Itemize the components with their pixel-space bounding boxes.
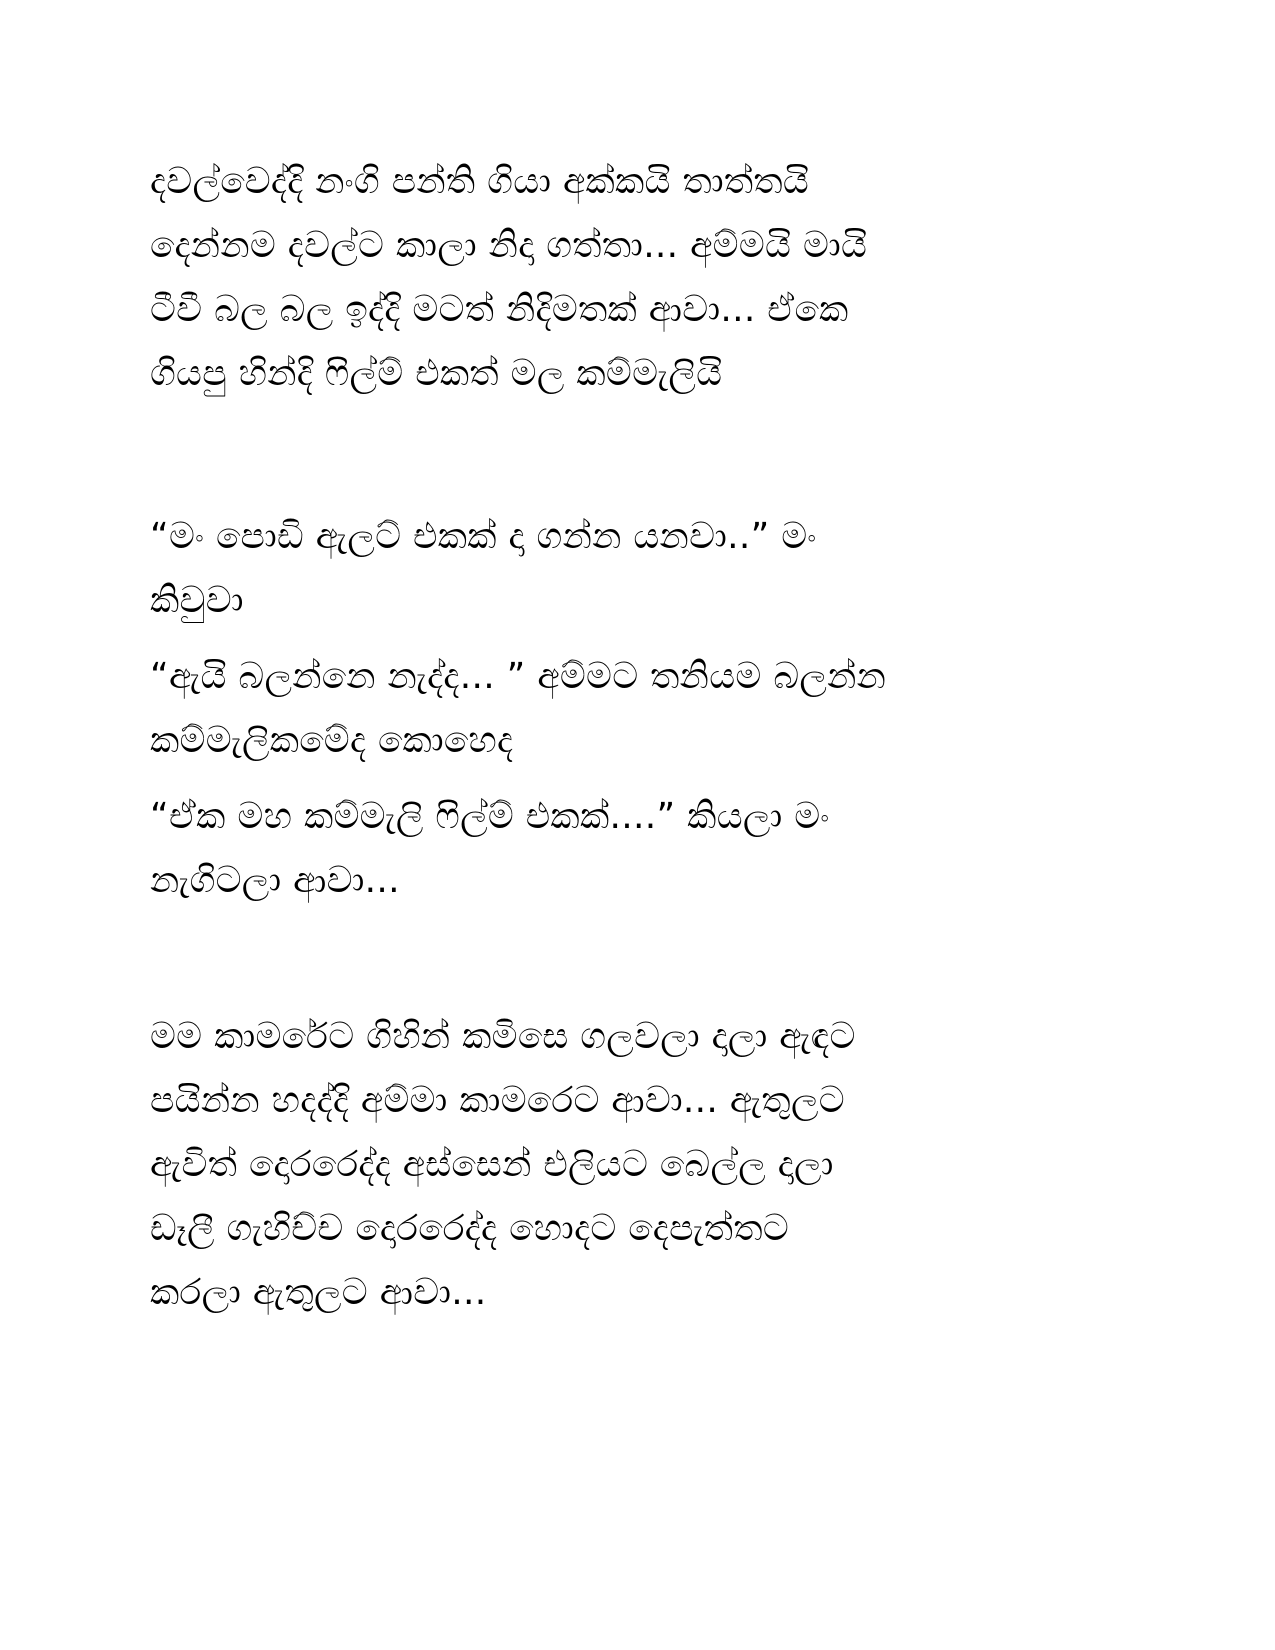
paragraph-4 (150, 785, 1110, 913)
paragraph-line: “මං පොඩි ඇලට් එකක් දා ගන්න යනවා..” මං (150, 516, 817, 557)
paragraph-2 (150, 505, 1110, 633)
paragraph-1 (150, 150, 1110, 406)
paragraph-line: ඇවිත් දොරරෙද්ද අස්සෙන් එලියට බෙල්ල දාලා (150, 1144, 834, 1185)
paragraph-line: කිවුවා (150, 580, 244, 621)
paragraph-line: “ඇයි බලන්නෙ නැද්ද... ” අම්මට තනියම බලන්න (150, 656, 887, 697)
paragraph-line: පයින්න හදද්දි අම්මා කාමරෙට ආවා... ඇතුලට (150, 1080, 845, 1121)
paragraph-line: දෙන්නම දවල්ට කාලා නිදා ගත්තා... අම්මයි මායි (150, 225, 868, 266)
paragraph-line: ඩෑලී ගැහිච්ච දොරරෙද්ද හොදට දෙපැත්තට (150, 1208, 790, 1249)
paragraph-line: නැගිටලා ආවා... (150, 860, 400, 901)
paragraph-line: කරලා ඇතුලට ආවා... (150, 1272, 487, 1313)
paragraph-line: කම්මැලිකමේද කොහෙද (150, 720, 514, 761)
paragraph-line: ටීවී බල බල ඉද්දි මටත් නිදිමතක් ආවා... ඒකෙ (150, 289, 849, 330)
paragraph-line: ගියපු හින්දි ෆිල්ම් එකත් මල කම්මැලියි (150, 353, 723, 394)
paragraph-line: මම කාමරේට ගිහින් කමිසෙ ගලවලා දාලා ඇඳට (150, 1016, 856, 1057)
paragraph-3 (150, 645, 1110, 773)
paragraph-line: “ඒක මහ කම්මැලි ෆිල්ම් එකක්....” කියලා මං (150, 796, 830, 837)
paragraph-line: දවල්වෙද්දි නංගි පන්ති ගියා අක්කයි තාත්තයි (150, 161, 810, 202)
paragraph-5 (150, 1005, 1110, 1325)
